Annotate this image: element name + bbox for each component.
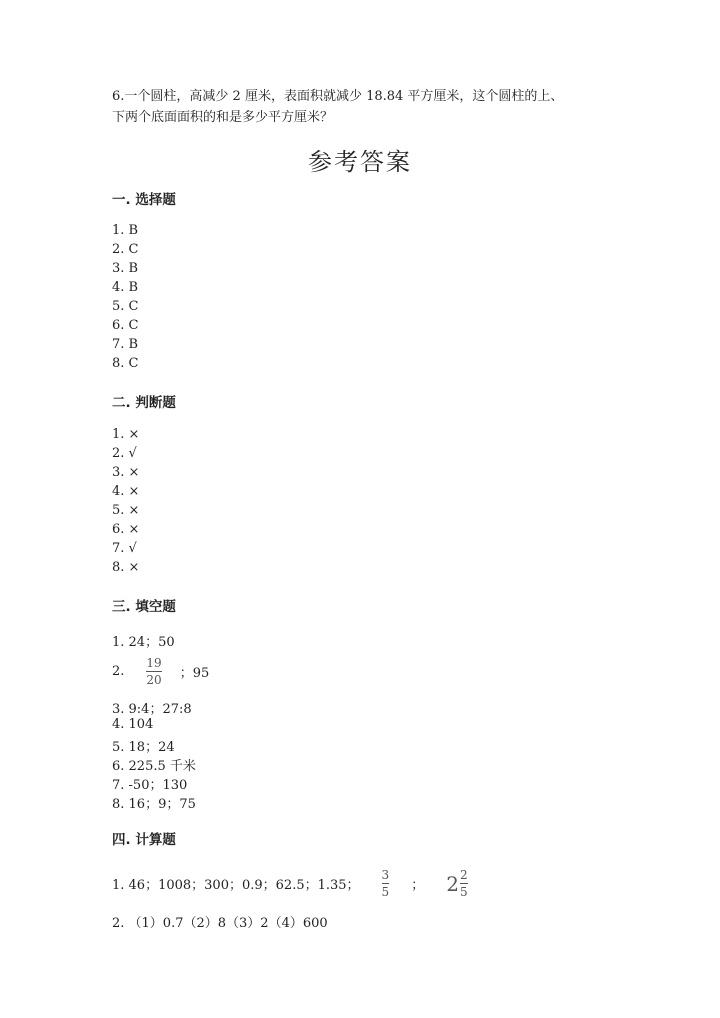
section-heading-calc: 四. 计算题 — [112, 832, 176, 848]
fill-answer-7: 7. -50；130 — [112, 778, 188, 793]
fraction-bar — [460, 883, 468, 884]
fraction-bar — [146, 671, 161, 672]
fraction-numerator: 19 — [146, 656, 162, 670]
fraction-numerator: 3 — [381, 868, 390, 882]
judge-answer-4: 4. × — [112, 484, 140, 499]
fraction-denominator: 20 — [146, 673, 162, 687]
judge-answer-3: 3. × — [112, 465, 140, 480]
mixed-number-whole: 2 — [446, 871, 459, 896]
mixed-number-2-2-5 — [446, 868, 467, 899]
choice-answer-8: 8. C — [112, 356, 139, 371]
section-heading-judge: 二. 判断题 — [112, 395, 176, 411]
judge-answer-2: 2. √ — [112, 446, 137, 461]
judge-answer-7: 7. √ — [112, 541, 137, 556]
choice-answer-2: 2. C — [112, 242, 139, 257]
fill-answer-5: 5. 18；24 — [112, 740, 175, 755]
judge-answer-5: 5. × — [112, 503, 140, 518]
fill-answer-6: 6. 225.5 千米 — [112, 759, 196, 774]
fill-answer-1: 1. 24；50 — [112, 635, 175, 650]
choice-answer-6: 6. C — [112, 318, 139, 333]
choice-answer-4: 4. B — [112, 280, 139, 295]
fraction-3-5 — [382, 868, 390, 899]
fill-answer-8: 8. 16；9；75 — [112, 797, 196, 812]
fraction-bar — [382, 883, 390, 884]
judge-answer-6: 6. × — [112, 522, 140, 537]
judge-answer-1: 1. × — [112, 427, 140, 442]
judge-answer-8: 8. × — [112, 560, 140, 575]
choice-answer-5: 5. C — [112, 299, 139, 314]
fill-answer-2-prefix: 2. — [112, 664, 125, 679]
fraction-denominator: 5 — [381, 885, 390, 899]
fraction-numerator: 2 — [459, 868, 468, 882]
choice-answer-7: 7. B — [112, 337, 139, 352]
mixed-number-fraction — [460, 868, 468, 899]
calc-answer-1-separator: ； — [411, 878, 425, 893]
fill-answer-3: 3. 9:4；27:8 — [112, 702, 192, 717]
choice-answer-3: 3. B — [112, 261, 139, 276]
fill-answer-4: 4. 104 — [112, 717, 154, 732]
calc-answer-1 — [112, 868, 468, 899]
calc-answer-1-text: 1. 46；1008；300；0.9；62.5；1.35； — [112, 878, 360, 893]
question-6-line-1: 6.一个圆柱，高减少 2 厘米，表面积就减少 18.84 平方厘米，这个圆柱的上、 — [112, 89, 564, 104]
section-heading-choice: 一. 选择题 — [112, 192, 176, 208]
fill-answer-2-suffix: ；95 — [179, 666, 210, 681]
question-6-line-2: 下两个底面面积的和是多少平方厘米？ — [112, 110, 334, 125]
fill-answer-2 — [112, 656, 209, 687]
fraction-denominator: 5 — [459, 885, 468, 899]
choice-answer-1: 1. B — [112, 223, 139, 238]
section-heading-fill: 三. 填空题 — [112, 599, 176, 615]
fraction-19-20 — [146, 656, 161, 687]
question-6 — [112, 86, 612, 128]
calc-answer-2: 2. （1）0.7（2）8（3）2（4）600 — [112, 916, 328, 931]
page-title: 参考答案 — [308, 148, 412, 176]
